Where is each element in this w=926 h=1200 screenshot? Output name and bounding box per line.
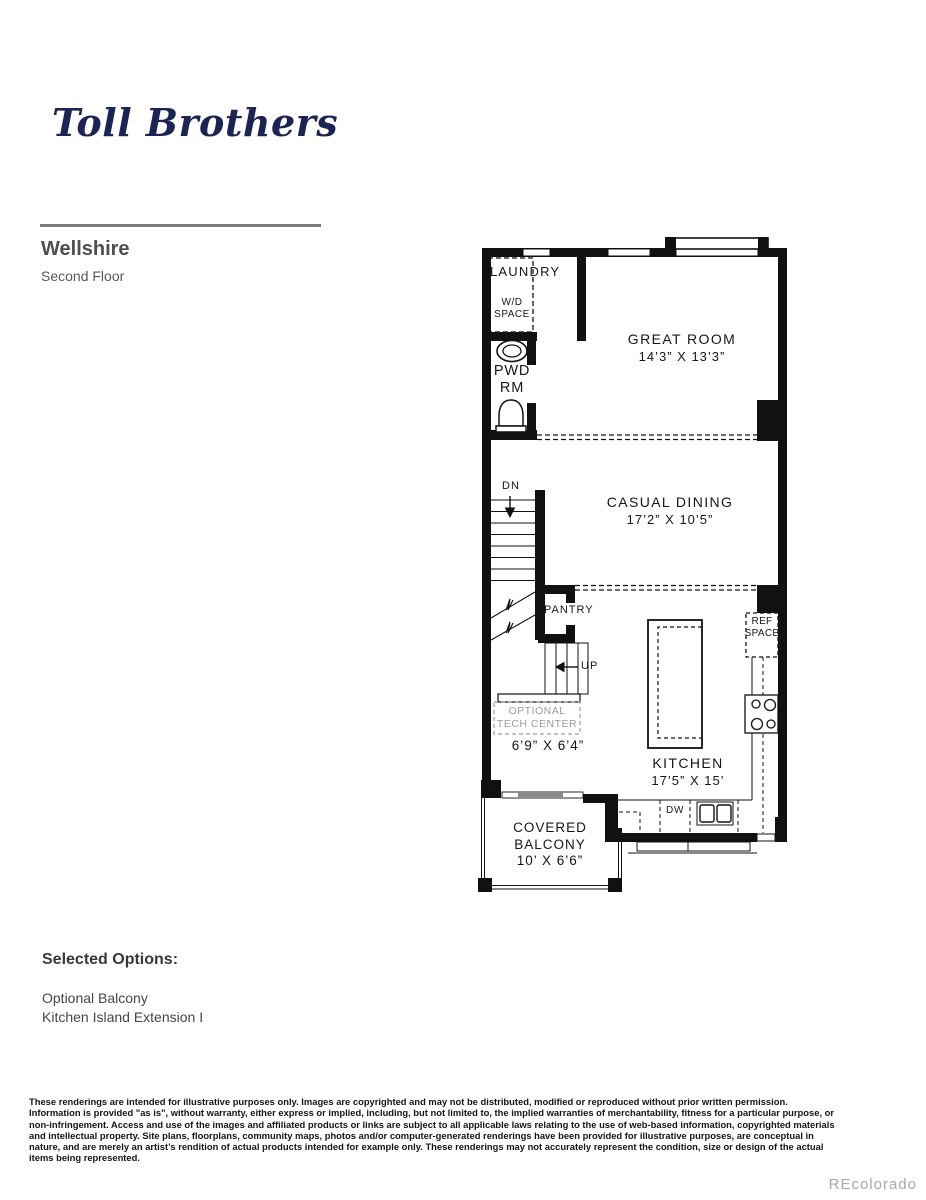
pwd-line2: RM [499, 380, 525, 396]
cooktop-icon [745, 695, 778, 733]
wd-space-label [486, 297, 538, 320]
toll-brothers-logo: Toll Brothers [52, 100, 339, 145]
tech-center-desk [498, 694, 580, 702]
powder-room-label [486, 363, 538, 397]
toilet-icon [496, 400, 526, 432]
down-arrow-icon [506, 496, 515, 517]
stairs-up-label: UP [581, 660, 599, 672]
selected-options-list [42, 989, 203, 1027]
balcony-line1: COVERED [513, 820, 587, 835]
bottom-window-icons [628, 842, 757, 853]
kitchen-island [648, 620, 702, 748]
stair-break-lines [491, 592, 535, 640]
kitchen-dimensions: 17’5” X 15’ [651, 773, 725, 788]
tech-line2: TECH CENTER [496, 718, 578, 730]
ref-line2: SPACE [744, 627, 780, 639]
tech-center-dimensions: 6’9” X 6’4” [511, 738, 585, 753]
balcony-line2: BALCONY [514, 836, 586, 852]
sink-icon [497, 341, 527, 362]
recolorado-watermark: REcolorado [828, 1176, 917, 1193]
floorplan-drawing [460, 230, 795, 905]
ref-line1: REF [751, 616, 773, 627]
covered-balcony-label [490, 820, 610, 870]
selected-option-item: Optional Balcony [42, 990, 148, 1006]
casual-dining-label: CASUAL DINING [606, 494, 734, 510]
ref-space-label [744, 616, 780, 639]
tech-line1: OPTIONAL [508, 705, 566, 717]
legal-disclaimer: These renderings are intended for illustrative purposes only. Images are copyrighted and may not be distributed, modified or reproduced without prior written permission. Information is provided "as is", without warranty, either express or implied, including, but not limited to, the implied warranties of merchantability, fitness for a particular purpose, or non-infringement. Access and use of the images and affiliated products or links are subject to all applicable laws relating to the use of web-based information, copyrighted materials and intellectual property. Site plans, floorplans, community maps, photos and/or computer-generated renderings have been provided for illustrative purposes, are conceptual in nature, and are merely an artist’s rendition of actual products intended for example only. These renderings may not accurately represent the condition, size or design of the actual items being represented. [29, 1096, 835, 1164]
laundry-label: LAUNDRY [490, 264, 561, 279]
pantry-label: PANTRY [544, 604, 594, 616]
wd-space-line2: SPACE [494, 308, 530, 320]
header-divider [40, 224, 321, 227]
dishwasher-label: DW [666, 805, 685, 816]
plan-floor: Second Floor [41, 268, 125, 284]
selected-options-title: Selected Options: [42, 951, 179, 968]
balcony-door-icon [502, 792, 583, 798]
kitchen-counter-right [752, 657, 763, 833]
wd-space-line1: W/D [501, 297, 523, 308]
selected-option-item: Kitchen Island Extension I [42, 1009, 204, 1025]
casual-dining-dimensions: 17’2” X 10’5” [626, 512, 714, 527]
balcony-dimensions: 10’ X 6’6” [516, 853, 584, 868]
kitchen-sink-icon [697, 802, 733, 825]
plan-name: Wellshire [41, 238, 130, 260]
great-room-dimensions: 14’3” X 13’3” [638, 349, 726, 364]
pwd-line1: PWD [493, 363, 531, 379]
optional-tech-center-label [494, 705, 580, 731]
kitchen-label: KITCHEN [652, 755, 724, 771]
stairs-down-label: DN [502, 480, 520, 492]
great-room-label: GREAT ROOM [627, 331, 737, 347]
